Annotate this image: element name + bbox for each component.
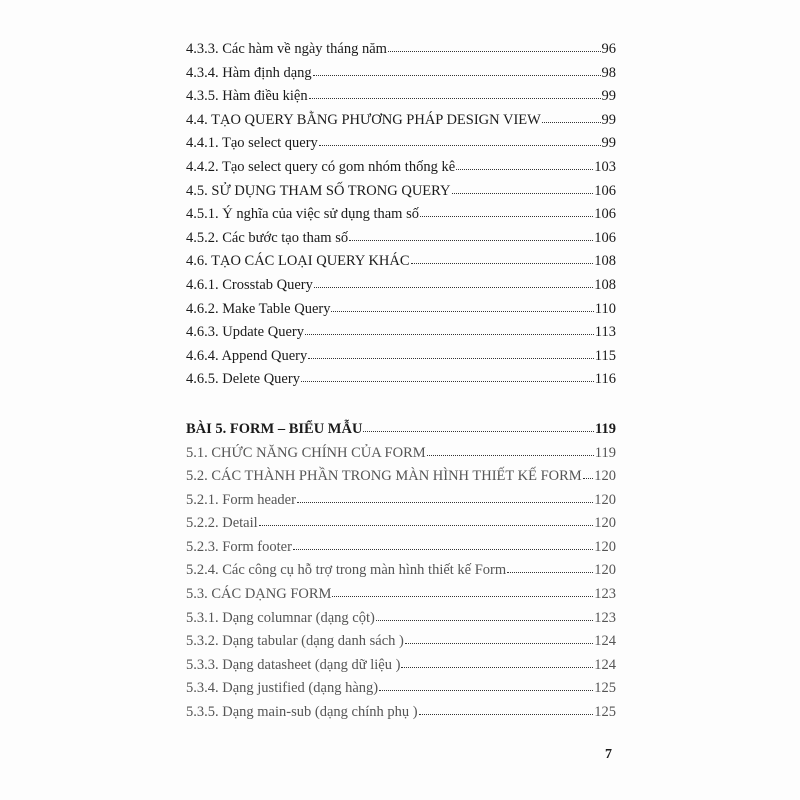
toc-entry [186, 109, 616, 133]
toc-entry-title: BÀI 5. FORM – BIỂU MẪU [186, 420, 363, 437]
toc-entry [186, 701, 616, 725]
dot-leader [376, 608, 593, 622]
toc-entry-title: 4.3.3. Các hàm về ngày tháng năm [186, 41, 387, 57]
dot-leader [411, 251, 594, 265]
dot-leader [319, 133, 601, 147]
toc-entry [186, 536, 616, 560]
dot-leader [420, 204, 593, 218]
toc-entry-title: 5.2.2. Detail [186, 515, 258, 532]
toc-entry-page-number: 120 [594, 468, 616, 485]
toc-entry-page-number: 110 [594, 300, 616, 317]
toc-entry [186, 583, 616, 607]
toc-entry-title: 5.3.4. Dạng justified (dạng hàng) [186, 680, 379, 697]
toc-entry [186, 321, 616, 345]
toc-entry-page-number: 125 [594, 704, 616, 721]
toc-entry [186, 345, 616, 369]
toc-entry-page-number: 96 [601, 41, 616, 57]
toc-entry-page-number: 120 [594, 491, 616, 508]
toc-entry-title: 5.1. CHỨC NĂNG CHÍNH CỦA FORM [186, 444, 426, 461]
toc-entry-page-number: 108 [594, 253, 616, 270]
toc-entry-title: 5.3.1. Dạng columnar (dạng cột) [186, 609, 375, 626]
toc-entry [186, 180, 616, 204]
toc-entry [186, 654, 616, 678]
toc-entry-title: 4.3.5. Hàm điều kiện [186, 88, 308, 105]
toc-section-chapter-5 [186, 418, 616, 725]
toc-entry [186, 203, 616, 227]
toc-entry-title: 5.3.3. Dạng datasheet (dạng dữ liệu ) [186, 656, 401, 673]
toc-entry-title: 4.4.2. Tạo select query có gom nhóm thống kê [186, 158, 456, 175]
table-of-contents [186, 38, 616, 725]
dot-leader [331, 299, 593, 313]
dot-leader [293, 537, 593, 551]
toc-entry-page-number: 116 [594, 371, 616, 388]
dot-leader [297, 490, 593, 504]
toc-entry-page-number: 119 [595, 420, 616, 437]
toc-entry-page-number: 99 [601, 111, 616, 128]
toc-entry-page-number: 99 [601, 88, 616, 105]
toc-entry-title: 4.6.5. Delete Query [186, 371, 300, 388]
dot-leader [301, 369, 594, 383]
dot-leader [332, 584, 593, 598]
toc-entry-page-number: 98 [601, 64, 616, 81]
toc-entry-page-number: 99 [601, 135, 616, 152]
toc-entry-title: 5.2.4. Các công cụ hỗ trợ trong màn hình thiết kế Form [186, 562, 507, 579]
section-gap [186, 392, 616, 418]
toc-entry-title: 4.6.2. Make Table Query [186, 300, 331, 317]
dot-leader [401, 655, 593, 669]
dot-leader [363, 419, 594, 433]
toc-entry-page-number: 106 [594, 182, 616, 199]
dot-leader [542, 110, 601, 124]
toc-entry-page-number: 120 [594, 515, 616, 532]
dot-leader [349, 228, 593, 242]
dot-leader [314, 275, 593, 289]
toc-entry [186, 38, 616, 62]
toc-entry-page-number: 103 [594, 158, 616, 175]
toc-entry [186, 630, 616, 654]
dot-leader [308, 346, 594, 360]
toc-entry-page-number: 123 [594, 586, 616, 603]
toc-entry-title: 4.4. TẠO QUERY BẰNG PHƯƠNG PHÁP DESIGN VIEW [186, 111, 541, 128]
dot-leader [259, 513, 594, 527]
page-number: 7 [605, 747, 612, 762]
toc-entry-page-number: 123 [594, 609, 616, 626]
toc-entry-title: 5.3.2. Dạng tabular (dạng danh sách ) [186, 633, 404, 650]
toc-entry-title: 4.5.1. Ý nghĩa của việc sử dụng tham số [186, 206, 419, 223]
toc-entry-page-number: 120 [594, 562, 616, 579]
toc-entry-title: 4.6.3. Update Query [186, 324, 304, 341]
toc-entry [186, 250, 616, 274]
toc-entry [186, 559, 616, 583]
toc-entry [186, 607, 616, 631]
toc-entry-page-number: 120 [594, 538, 616, 555]
dot-leader [379, 678, 593, 692]
toc-entry-title: 4.5. SỬ DỤNG THAM SỐ TRONG QUERY [186, 182, 451, 199]
toc-entry [186, 465, 616, 489]
toc-entry-title: 5.2.1. Form header [186, 491, 296, 508]
toc-entry [186, 512, 616, 536]
dot-leader [507, 560, 593, 574]
dot-leader [405, 631, 593, 645]
toc-entry-page-number: 124 [594, 656, 616, 673]
toc-entry-title: 4.3.4. Hàm định dạng [186, 64, 312, 81]
toc-entry-page-number: 115 [594, 347, 616, 364]
toc-entry [186, 418, 616, 442]
dot-leader [456, 157, 593, 171]
toc-entry [186, 85, 616, 109]
toc-entry-title: 4.6.1. Crosstab Query [186, 276, 313, 293]
toc-entry-page-number: 106 [594, 229, 616, 246]
toc-entry-page-number: 125 [594, 680, 616, 697]
dot-leader [452, 181, 594, 195]
toc-section-chapter-4 [186, 38, 616, 392]
toc-entry-title: 5.2. CÁC THÀNH PHẦN TRONG MÀN HÌNH THIẾT KẾ FORM [186, 468, 582, 485]
dot-leader [309, 86, 601, 100]
dot-leader [305, 322, 594, 336]
toc-entry-title: 5.3.5. Dạng main-sub (dạng chính phụ ) [186, 704, 418, 721]
dot-leader [419, 702, 594, 716]
toc-entry [186, 227, 616, 251]
toc-entry-page-number: 113 [594, 324, 616, 341]
toc-entry [186, 62, 616, 86]
toc-entry-title: 5.2.3. Form footer [186, 538, 292, 555]
toc-entry-title: 4.6.4. Append Query [186, 347, 308, 364]
toc-entry-title: 4.6. TẠO CÁC LOẠI QUERY KHÁC [186, 253, 410, 270]
toc-entry [186, 677, 616, 701]
toc-entry-title: 4.5.2. Các bước tạo tham số [186, 229, 349, 246]
dot-leader [427, 443, 594, 457]
toc-entry [186, 156, 616, 180]
toc-entry [186, 132, 616, 156]
toc-entry-page-number: 106 [594, 206, 616, 223]
toc-entry-page-number: 108 [594, 276, 616, 293]
dot-leader [313, 63, 601, 77]
dot-leader [388, 39, 601, 53]
toc-entry-page-number: 124 [594, 633, 616, 650]
toc-entry [186, 298, 616, 322]
toc-entry-title: 5.3. CÁC DẠNG FORM [186, 586, 332, 603]
toc-entry [186, 274, 616, 298]
toc-entry [186, 442, 616, 466]
dot-leader [583, 466, 594, 480]
toc-entry [186, 489, 616, 513]
toc-entry-title: 4.4.1. Tạo select query [186, 135, 318, 152]
toc-entry [186, 368, 616, 392]
toc-entry-page-number: 119 [594, 444, 616, 461]
